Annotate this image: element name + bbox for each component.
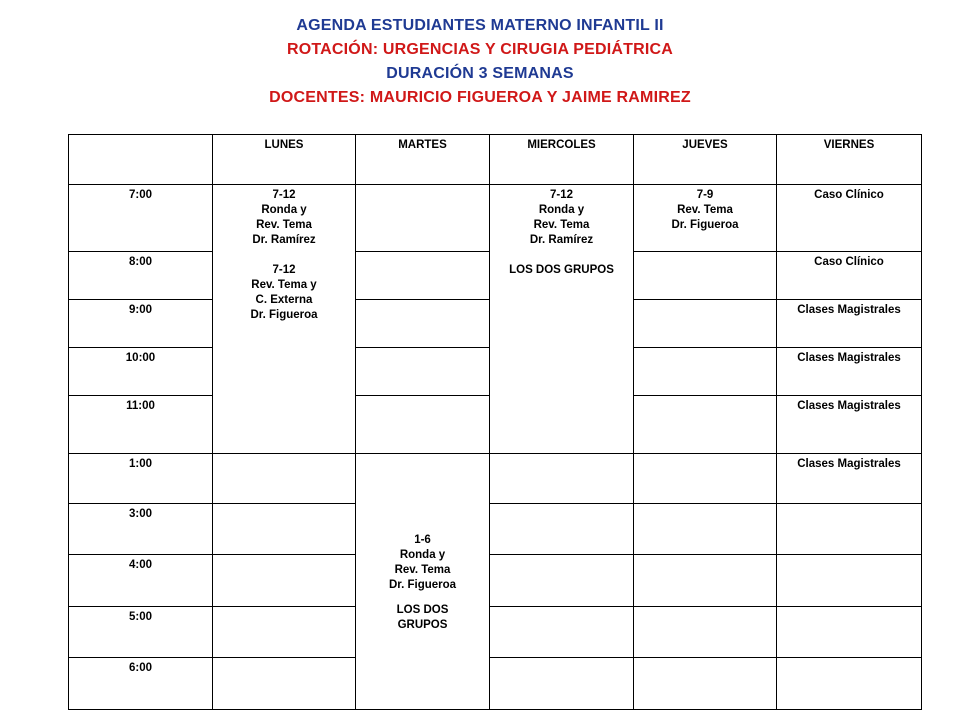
cell-line: Dr. Figueroa: [388, 579, 457, 591]
day-header: VIERNES: [777, 135, 922, 185]
empty-cell: [490, 504, 634, 555]
agenda-title: AGENDA ESTUDIANTES MATERNO INFANTIL II: [296, 17, 664, 34]
agenda-header: [0, 14, 960, 110]
cell-line: 7-12: [272, 264, 296, 276]
cell-line: Rev. Tema y: [251, 279, 317, 291]
empty-cell: [490, 658, 634, 710]
cell-line: 7-12: [549, 189, 574, 201]
day-header: MARTES: [356, 135, 490, 185]
cell-line: Ronda y: [261, 204, 307, 216]
cell-line: LOS DOS GRUPOS: [509, 264, 614, 276]
cell-line: Rev. Tema: [533, 219, 590, 231]
empty-cell: [777, 555, 922, 607]
cell-line: Rev. Tema: [256, 219, 312, 231]
day-header: JUEVES: [634, 135, 777, 185]
duration-line: DURACIÓN 3 SEMANAS: [386, 65, 574, 82]
lunes-morning-cell: [213, 185, 356, 454]
empty-cell: [356, 348, 490, 396]
martes-afternoon-cell: [356, 454, 490, 710]
cell-line: GRUPOS: [397, 619, 448, 631]
viernes-cell: Caso Clínico: [777, 252, 922, 300]
cell-line: Dr. Ramírez: [252, 234, 316, 246]
empty-cell: [490, 607, 634, 658]
table-row: [69, 504, 922, 555]
miercoles-morning-cell: [490, 185, 634, 454]
cell-line: Rev. Tema: [677, 204, 733, 216]
table-header-row: [69, 135, 922, 185]
cell-line: 1-6: [414, 534, 431, 546]
day-header: MIERCOLES: [490, 135, 634, 185]
time-cell: 5:00: [69, 607, 213, 658]
corner-cell: [69, 135, 213, 185]
empty-cell: [634, 504, 777, 555]
empty-cell: [356, 252, 490, 300]
empty-cell: [356, 185, 490, 252]
time-cell: 7:00: [69, 185, 213, 252]
cell-line: 7-12: [272, 189, 296, 201]
empty-cell: [634, 396, 777, 454]
schedule-table: [68, 134, 922, 710]
empty-cell: [213, 454, 356, 504]
empty-cell: [634, 300, 777, 348]
empty-cell: [213, 607, 356, 658]
empty-cell: [777, 504, 922, 555]
empty-cell: [634, 555, 777, 607]
cell-line: Dr. Figueroa: [250, 309, 318, 321]
empty-cell: [213, 504, 356, 555]
time-cell: 8:00: [69, 252, 213, 300]
viernes-cell: Clases Magistrales: [777, 300, 922, 348]
table-row: [69, 454, 922, 504]
empty-cell: [777, 607, 922, 658]
rotation-line: ROTACIÓN: URGENCIAS Y CIRUGIA PEDIÁTRICA: [286, 41, 674, 58]
viernes-cell: Clases Magistrales: [777, 454, 922, 504]
table-row: [69, 607, 922, 658]
time-cell: 3:00: [69, 504, 213, 555]
empty-cell: [490, 454, 634, 504]
viernes-cell: Clases Magistrales: [777, 348, 922, 396]
time-cell: 4:00: [69, 555, 213, 607]
time-cell: 11:00: [69, 396, 213, 454]
cell-line: Dr. Figueroa: [671, 219, 739, 231]
time-cell: 1:00: [69, 454, 213, 504]
empty-cell: [777, 658, 922, 710]
cell-line: Ronda y: [538, 204, 585, 216]
cell-line: Dr. Ramírez: [529, 234, 594, 246]
teachers-line: DOCENTES: MAURICIO FIGUEROA Y JAIME RAMIREZ: [269, 89, 691, 106]
cell-line: C. Externa: [255, 294, 313, 306]
time-cell: 9:00: [69, 300, 213, 348]
time-cell: 10:00: [69, 348, 213, 396]
empty-cell: [213, 555, 356, 607]
cell-line: Ronda y: [399, 549, 446, 561]
empty-cell: [213, 658, 356, 710]
table-row: [69, 658, 922, 710]
table-row: [69, 185, 922, 252]
empty-cell: [634, 252, 777, 300]
empty-cell: [356, 396, 490, 454]
jueves-7-cell: [634, 185, 777, 252]
time-cell: 6:00: [69, 658, 213, 710]
table-row: [69, 555, 922, 607]
empty-cell: [634, 607, 777, 658]
empty-cell: [356, 300, 490, 348]
empty-cell: [634, 348, 777, 396]
viernes-cell: Caso Clínico: [777, 185, 922, 252]
viernes-cell: Clases Magistrales: [777, 396, 922, 454]
cell-line: LOS DOS: [396, 604, 449, 616]
day-header: LUNES: [213, 135, 356, 185]
empty-cell: [490, 555, 634, 607]
empty-cell: [634, 658, 777, 710]
cell-line: 7-9: [696, 189, 714, 201]
cell-line: Rev. Tema: [394, 564, 451, 576]
empty-cell: [634, 454, 777, 504]
